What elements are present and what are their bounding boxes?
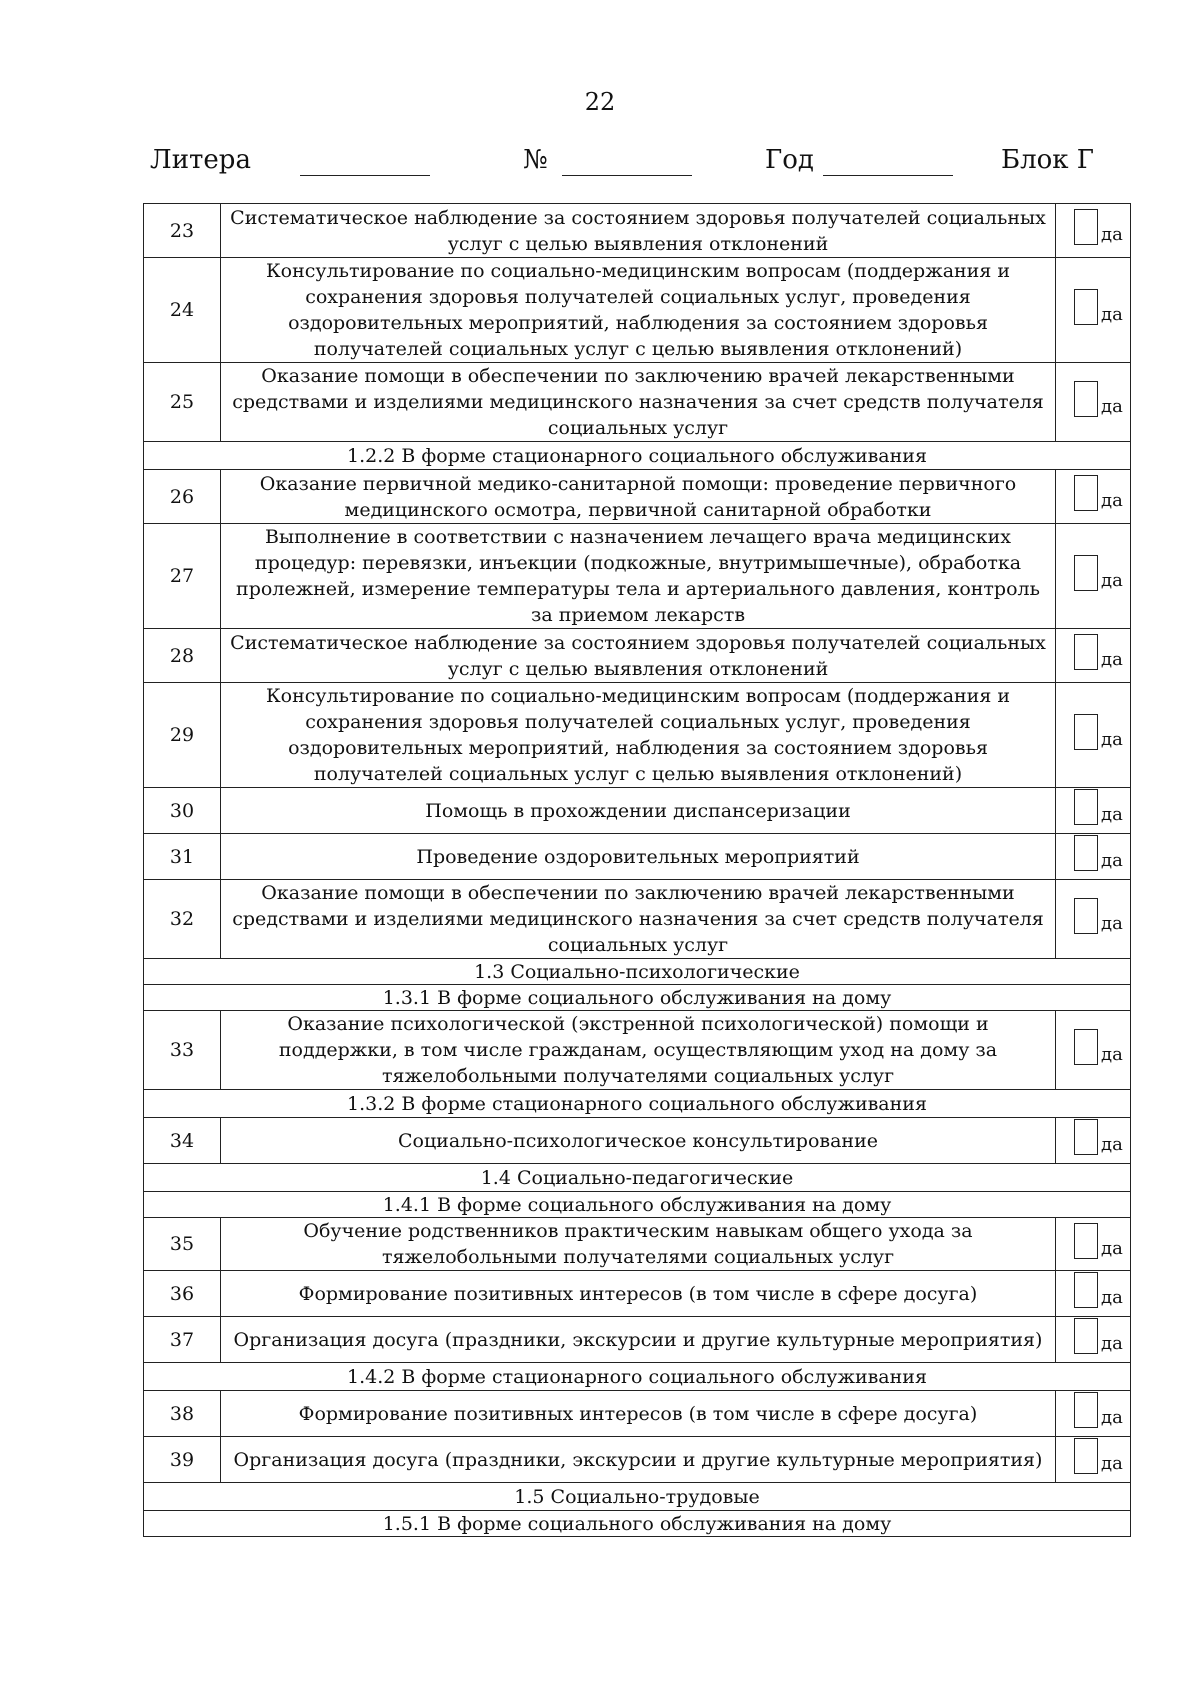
yes-checkbox-group[interactable] [1074, 1438, 1123, 1474]
service-description: Оказание психологической (экстренной психологической) помощи и поддержки, в том числе гражданам, осуществляющим уход на дому за тяжелобольными получателями социальных услуг [221, 1011, 1056, 1090]
row-number: 26 [144, 470, 221, 524]
checkbox-label: да [1101, 850, 1123, 871]
checkbox-label: да [1101, 1237, 1123, 1259]
yes-checkbox-group[interactable] [1074, 289, 1123, 325]
table-row [144, 524, 1131, 629]
yes-checkbox-group[interactable] [1074, 835, 1123, 871]
service-description: Оказание первичной медико-санитарной помощи: проведение первичного медицинского осмотра, первичной санитарной обработки [221, 470, 1056, 524]
service-description: Социально-психологическое консультирование [221, 1118, 1056, 1164]
year-label: Год [765, 145, 814, 175]
checkbox-label: да [1101, 569, 1123, 591]
service-description: Помощь в прохождении диспансеризации [221, 788, 1056, 834]
check-cell [1056, 1218, 1131, 1271]
service-description: Консультирование по социально-медицинским вопросам (поддержания и сохранения здоровья получателей социальных услуг, проведения оздоровительных мероприятий, наблюдения за состоянием здоровья получателей социальных услуг с целью выявления отклонений) [221, 683, 1056, 788]
yes-checkbox-group[interactable] [1074, 1318, 1123, 1354]
table-row [144, 258, 1131, 363]
check-cell [1056, 1011, 1131, 1090]
checkbox-label: да [1101, 804, 1123, 825]
yes-checkbox[interactable] [1074, 1029, 1098, 1065]
check-cell [1056, 1271, 1131, 1317]
yes-checkbox[interactable] [1074, 1223, 1098, 1259]
service-description: Оказание помощи в обеспечении по заключению врачей лекарственными средствами и изделиями медицинского назначения за счет средств получателя социальных услуг [221, 363, 1056, 442]
checkbox-label: да [1101, 1043, 1123, 1065]
row-number: 39 [144, 1437, 221, 1483]
check-cell [1056, 1118, 1131, 1164]
row-number: 23 [144, 204, 221, 258]
table-row [144, 629, 1131, 683]
section-title: 1.5 Социально-трудовые [144, 1483, 1131, 1511]
checkbox-label: да [1101, 1134, 1123, 1155]
checkbox-label: да [1101, 1333, 1123, 1354]
table-row [144, 1011, 1131, 1090]
service-description: Выполнение в соответствии с назначением лечащего врача медицинских процедур: перевязки, инъекции (подкожные, внутримышечные), обработка пролежней, измерение температуры тела и артериального давления, контроль за приемом лекарств [221, 524, 1056, 629]
row-number: 25 [144, 363, 221, 442]
checkbox-label: да [1101, 1407, 1123, 1428]
section-row [144, 1192, 1131, 1218]
yes-checkbox-group[interactable] [1074, 898, 1123, 934]
yes-checkbox-group[interactable] [1074, 555, 1123, 591]
table-row [144, 1118, 1131, 1164]
table-row [144, 1271, 1131, 1317]
check-cell [1056, 683, 1131, 788]
yes-checkbox[interactable] [1074, 1438, 1098, 1474]
checkbox-label: да [1101, 490, 1123, 511]
yes-checkbox-group[interactable] [1074, 1392, 1123, 1428]
row-number: 30 [144, 788, 221, 834]
row-number: 32 [144, 880, 221, 959]
check-cell [1056, 880, 1131, 959]
row-number: 29 [144, 683, 221, 788]
check-cell [1056, 1317, 1131, 1363]
page-number: 22 [584, 88, 616, 116]
service-description: Оказание помощи в обеспечении по заключению врачей лекарственными средствами и изделиями медицинского назначения за счет средств получателя социальных услуг [221, 880, 1056, 959]
checkbox-label: да [1101, 912, 1123, 934]
check-cell [1056, 470, 1131, 524]
service-description: Систематическое наблюдение за состоянием здоровья получателей социальных услуг с целью выявления отклонений [221, 204, 1056, 258]
yes-checkbox[interactable] [1074, 1119, 1098, 1155]
yes-checkbox[interactable] [1074, 789, 1098, 825]
number-field[interactable] [562, 175, 692, 176]
table-row [144, 1437, 1131, 1483]
row-number: 31 [144, 834, 221, 880]
checkbox-label: да [1101, 303, 1123, 325]
table-row [144, 788, 1131, 834]
yes-checkbox-group[interactable] [1074, 789, 1123, 825]
yes-checkbox[interactable] [1074, 634, 1098, 670]
section-title: 1.5.1 В форме социального обслуживания на дому [144, 1511, 1131, 1537]
section-row [144, 959, 1131, 985]
yes-checkbox-group[interactable] [1074, 1119, 1123, 1155]
table-row [144, 1317, 1131, 1363]
section-title: 1.2.2 В форме стационарного социального обслуживания [144, 442, 1131, 470]
yes-checkbox-group[interactable] [1074, 1272, 1123, 1308]
service-description: Формирование позитивных интересов (в том числе в сфере досуга) [221, 1271, 1056, 1317]
year-field[interactable] [823, 175, 953, 176]
service-description: Проведение оздоровительных мероприятий [221, 834, 1056, 880]
yes-checkbox-group[interactable] [1074, 475, 1123, 511]
checkbox-label: да [1101, 1287, 1123, 1308]
form-header [150, 145, 1094, 181]
section-title: 1.3.2 В форме стационарного социального обслуживания [144, 1090, 1131, 1118]
yes-checkbox[interactable] [1074, 555, 1098, 591]
service-description: Обучение родственников практическим навыкам общего ухода за тяжелобольными получателями социальных услуг [221, 1218, 1056, 1271]
check-cell [1056, 204, 1131, 258]
services-table [143, 203, 1131, 1537]
check-cell [1056, 1437, 1131, 1483]
service-description: Консультирование по социально-медицинским вопросам (поддержания и сохранения здоровья получателей социальных услуг, проведения оздоровительных мероприятий, наблюдения за состоянием здоровья получателей социальных услуг с целью выявления отклонений) [221, 258, 1056, 363]
check-cell [1056, 629, 1131, 683]
service-description: Систематическое наблюдение за состоянием здоровья получателей социальных услуг с целью выявления отклонений [221, 629, 1056, 683]
block-label: Блок Г [1000, 145, 1094, 175]
yes-checkbox[interactable] [1074, 209, 1098, 245]
section-row [144, 442, 1131, 470]
yes-checkbox[interactable] [1074, 898, 1098, 934]
section-title: 1.3.1 В форме социального обслуживания на дому [144, 985, 1131, 1011]
checkbox-label: да [1101, 728, 1123, 750]
row-number: 34 [144, 1118, 221, 1164]
section-row [144, 985, 1131, 1011]
check-cell [1056, 363, 1131, 442]
row-number: 28 [144, 629, 221, 683]
yes-checkbox-group[interactable] [1074, 209, 1123, 245]
litera-label: Литера [150, 145, 251, 175]
yes-checkbox[interactable] [1074, 381, 1098, 417]
section-title: 1.4.1 В форме социального обслуживания на дому [144, 1192, 1131, 1218]
section-row [144, 1090, 1131, 1118]
row-number: 27 [144, 524, 221, 629]
yes-checkbox-group[interactable] [1074, 634, 1123, 670]
yes-checkbox-group[interactable] [1074, 381, 1123, 417]
yes-checkbox-group[interactable] [1074, 714, 1123, 750]
yes-checkbox[interactable] [1074, 1318, 1098, 1354]
section-row [144, 1164, 1131, 1192]
table-row [144, 1218, 1131, 1271]
service-description: Организация досуга (праздники, экскурсии и другие культурные мероприятия) [221, 1437, 1056, 1483]
section-title: 1.4.2 В форме стационарного социального обслуживания [144, 1363, 1131, 1391]
service-description: Формирование позитивных интересов (в том числе в сфере досуга) [221, 1391, 1056, 1437]
table-row [144, 204, 1131, 258]
yes-checkbox[interactable] [1074, 714, 1098, 750]
checkbox-label: да [1101, 224, 1123, 245]
checkbox-label: да [1101, 1453, 1123, 1474]
row-number: 37 [144, 1317, 221, 1363]
yes-checkbox[interactable] [1074, 835, 1098, 871]
check-cell [1056, 834, 1131, 880]
checkbox-label: да [1101, 395, 1123, 417]
section-title: 1.3 Социально-психологические [144, 959, 1131, 985]
table-row [144, 683, 1131, 788]
number-label: № [523, 145, 548, 175]
table-row [144, 470, 1131, 524]
section-row [144, 1511, 1131, 1537]
check-cell [1056, 258, 1131, 363]
row-number: 33 [144, 1011, 221, 1090]
yes-checkbox-group[interactable] [1074, 1223, 1123, 1259]
table-row [144, 834, 1131, 880]
section-row [144, 1483, 1131, 1511]
row-number: 24 [144, 258, 221, 363]
checkbox-label: да [1101, 649, 1123, 670]
litera-field[interactable] [300, 175, 430, 176]
yes-checkbox[interactable] [1074, 289, 1098, 325]
table-row [144, 880, 1131, 959]
yes-checkbox[interactable] [1074, 475, 1098, 511]
check-cell [1056, 524, 1131, 629]
yes-checkbox[interactable] [1074, 1272, 1098, 1308]
table-row [144, 1391, 1131, 1437]
yes-checkbox[interactable] [1074, 1392, 1098, 1428]
row-number: 35 [144, 1218, 221, 1271]
row-number: 36 [144, 1271, 221, 1317]
row-number: 38 [144, 1391, 221, 1437]
check-cell [1056, 788, 1131, 834]
section-title: 1.4 Социально-педагогические [144, 1164, 1131, 1192]
check-cell [1056, 1391, 1131, 1437]
table-row [144, 363, 1131, 442]
service-description: Организация досуга (праздники, экскурсии и другие культурные мероприятия) [221, 1317, 1056, 1363]
section-row [144, 1363, 1131, 1391]
yes-checkbox-group[interactable] [1074, 1029, 1123, 1065]
